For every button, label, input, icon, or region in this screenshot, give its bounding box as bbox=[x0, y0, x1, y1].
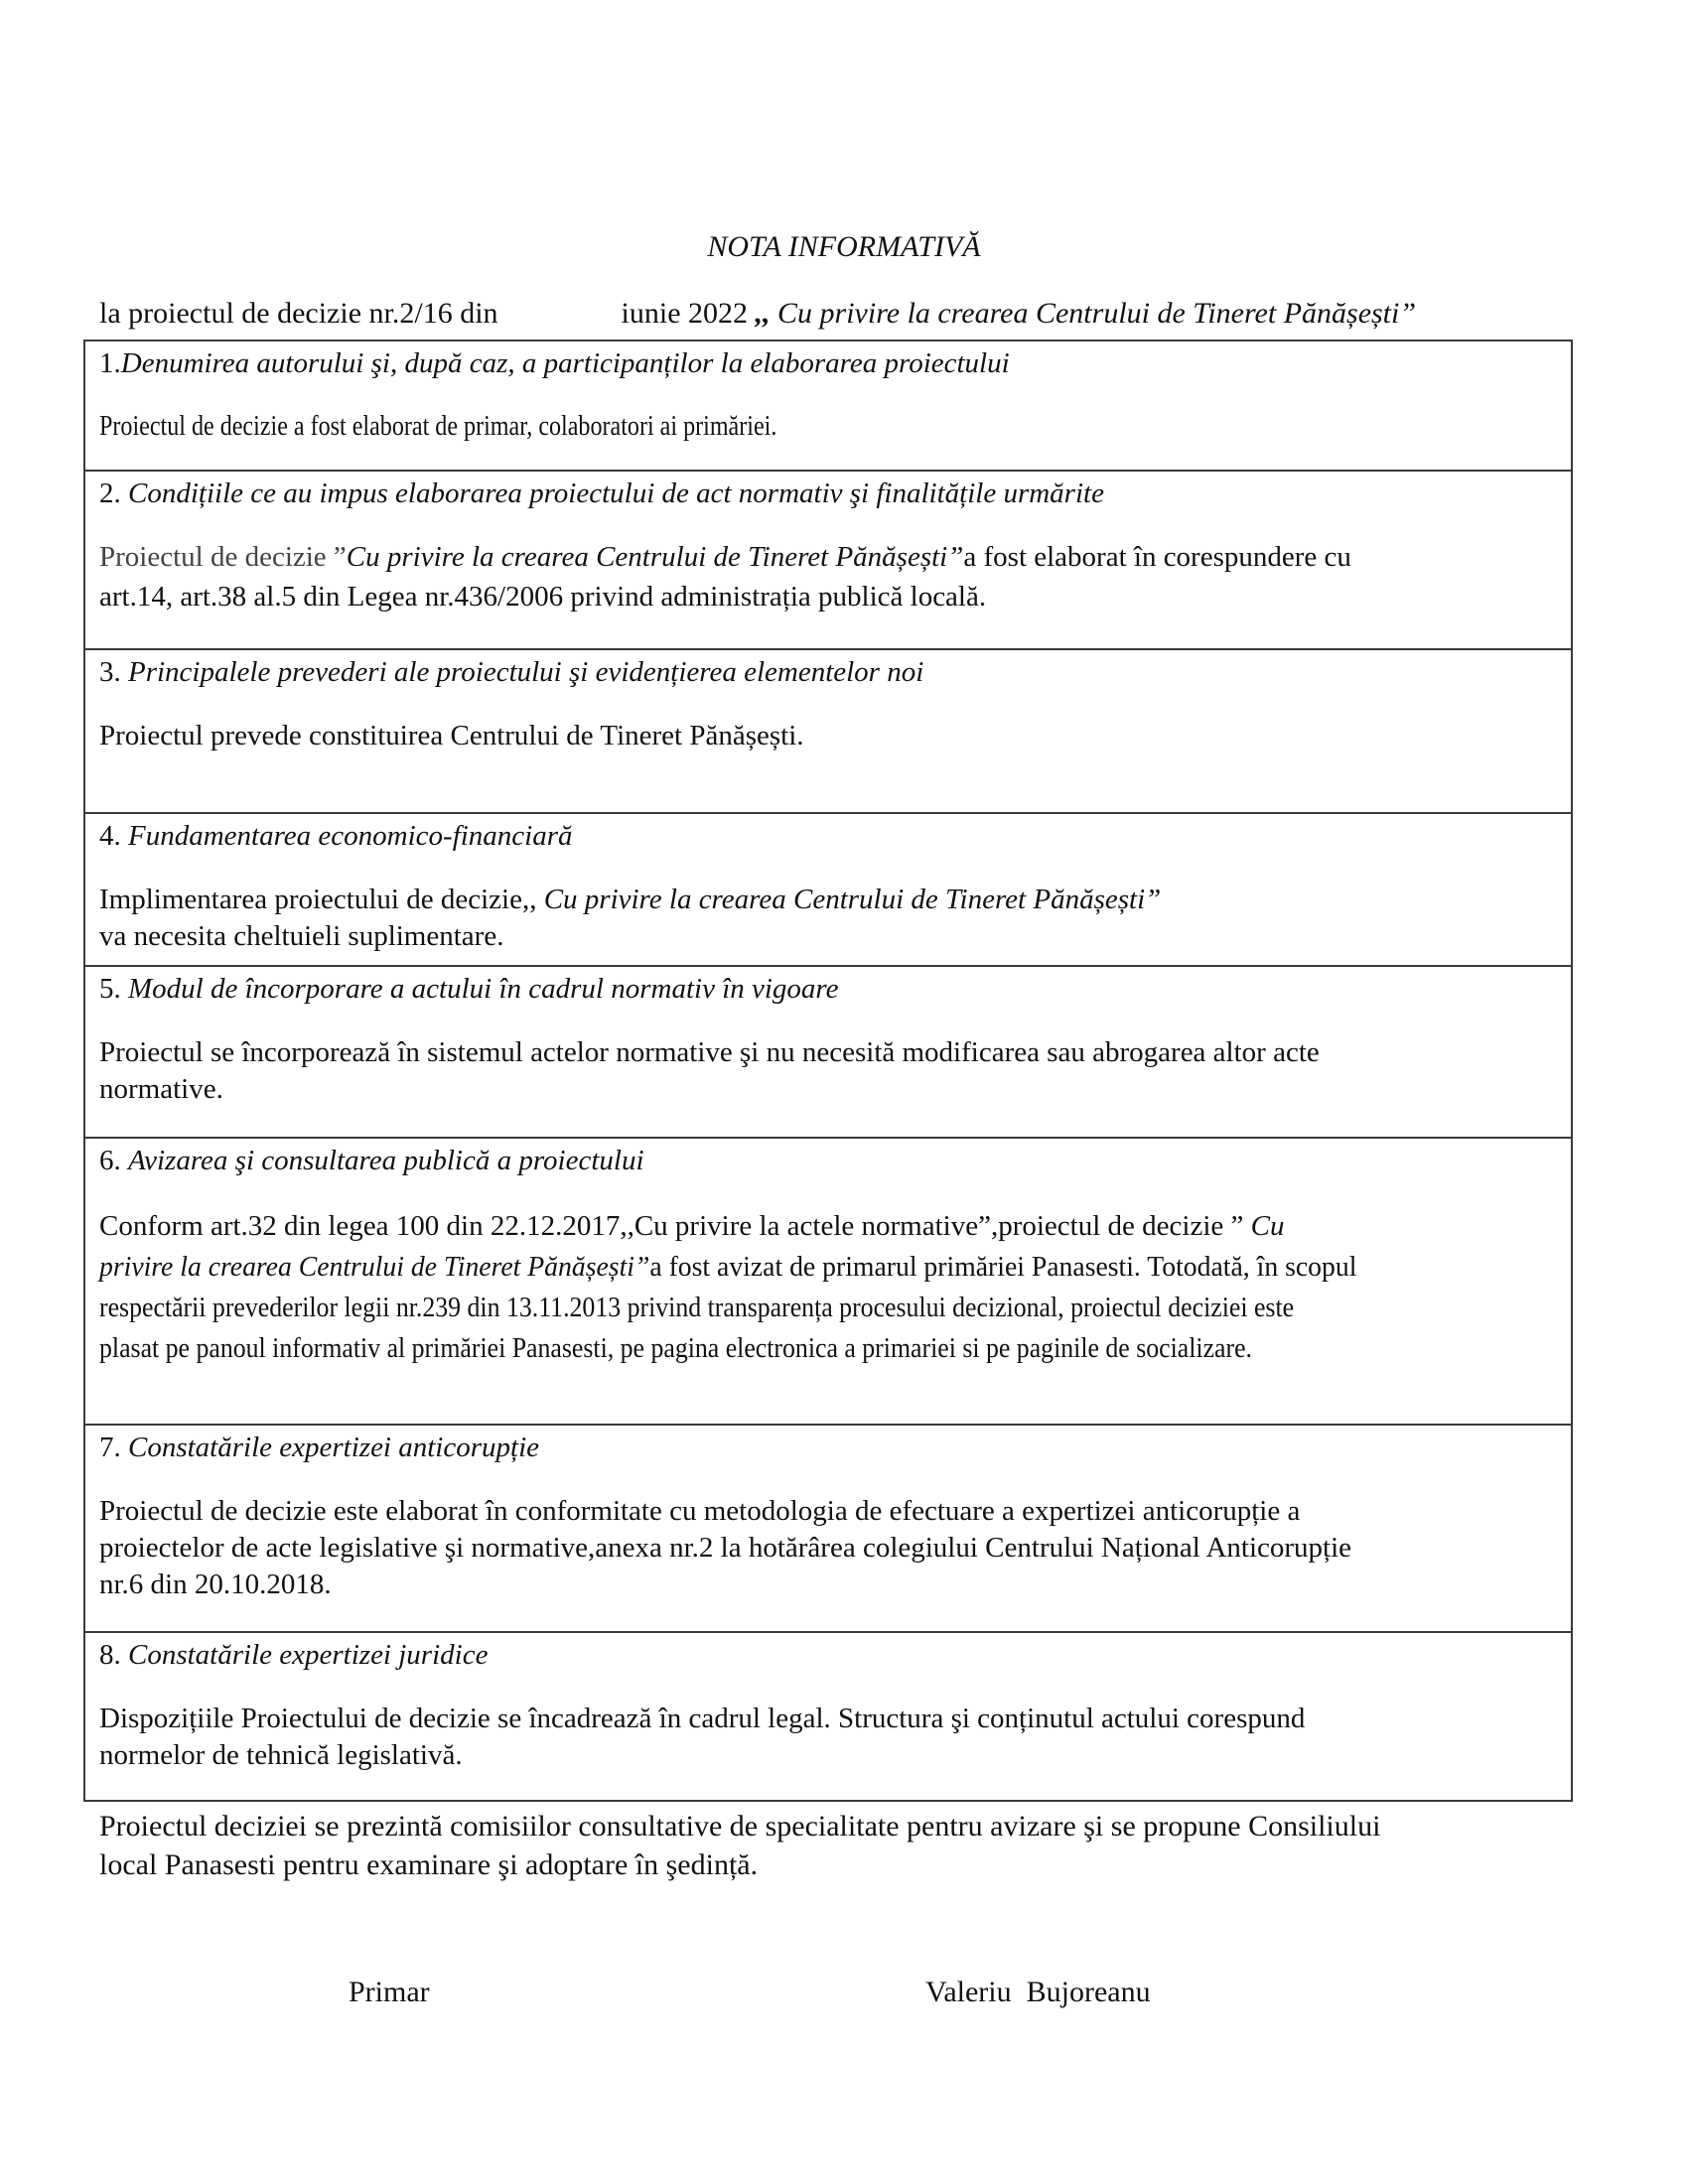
body-line: Proiectul prevede constituirea Centrului de Tineret Pănășești. bbox=[99, 720, 804, 751]
body-line: Proiectul se încorporează în sistemul actelor normative şi nu necesită modificarea sau abrogarea altor acte bbox=[99, 1036, 1320, 1068]
section-heading bbox=[99, 820, 573, 853]
document-title: NOTA INFORMATIVĂ bbox=[707, 230, 981, 263]
body-text: a fost elaborat în corespundere cu bbox=[963, 541, 1351, 573]
section-title: Principalele prevederi ale proiectului şi evidențierea elementelor noi bbox=[128, 656, 924, 688]
section-number: 7. bbox=[99, 1432, 128, 1463]
section-3 bbox=[85, 650, 1571, 814]
signature-name: Valeriu Bujoreanu bbox=[925, 1976, 1151, 2008]
section-2 bbox=[85, 472, 1571, 650]
section-body bbox=[99, 1034, 1557, 1108]
section-heading bbox=[99, 1639, 488, 1672]
body-line: nr.6 din 20.10.2018. bbox=[99, 1569, 332, 1600]
section-number: 3. bbox=[99, 656, 128, 688]
decision-title-ref: Cu privire la crearea Centrului de Tineret Pănășești” bbox=[346, 541, 964, 573]
section-body bbox=[99, 537, 1557, 616]
section-4 bbox=[85, 814, 1571, 967]
body-line: va necesita cheltuieli suplimentare. bbox=[99, 920, 504, 952]
body-line: Proiectul de decizie este elaborat în conformitate cu metodologia de efectuare a expertizei anticorupție a bbox=[99, 1495, 1301, 1527]
subtitle-decision-title: Cu privire la crearea Centrului de Tineret Pănășești” bbox=[770, 297, 1417, 330]
body-text: Implimentarea proiectului de decizie,, bbox=[99, 884, 544, 915]
section-number: 8. bbox=[99, 1639, 128, 1671]
section-title: Condițiile ce au impus elaborarea proiectului de act normativ şi finalitățile urmărite bbox=[128, 478, 1104, 509]
subtitle-open-quote: ,, bbox=[755, 297, 771, 330]
info-table bbox=[83, 340, 1573, 1802]
section-1 bbox=[85, 341, 1571, 472]
section-body bbox=[99, 716, 1557, 755]
closing-line: Proiectul deciziei se prezintă comisiilor consultative de specialitate pentru avizare şi se propune Consiliului bbox=[99, 1810, 1381, 1843]
section-number: 5. bbox=[99, 973, 128, 1005]
body-line: proiectelor de acte legislative şi normative,anexa nr.2 la hotărârea colegiului Centrului Național Anticorupție bbox=[99, 1532, 1352, 1564]
body-line: plasat pe panoul informativ al primăriei Panasesti, pe pagina electronica a primariei si pe paginile de socializare. bbox=[99, 1332, 1253, 1364]
section-title: Avizarea şi consultarea publică a proiectului bbox=[128, 1145, 644, 1176]
section-number: 2. bbox=[99, 478, 128, 509]
section-heading bbox=[99, 973, 839, 1006]
decision-title-ref: Cu bbox=[1250, 1210, 1285, 1242]
body-text: a fost avizat de primarul primăriei Panasesti. Totodată, în scopul bbox=[649, 1251, 1357, 1283]
decision-title-ref: Cu privire la crearea Centrului de Tineret Pănășești” bbox=[543, 884, 1162, 915]
section-body bbox=[99, 1206, 1557, 1369]
body-line bbox=[99, 1206, 1557, 1247]
body-line bbox=[99, 537, 1557, 577]
section-title: Modul de încorporare a actului în cadrul normativ în vigoare bbox=[128, 973, 839, 1005]
section-number: 6. bbox=[99, 1145, 128, 1176]
body-line bbox=[99, 882, 1557, 918]
subtitle-prefix: la proiectul de decizie nr.2/16 din bbox=[99, 297, 498, 330]
section-8 bbox=[85, 1633, 1571, 1802]
decision-title-ref: privire la crearea Centrului de Tineret Pănășești” bbox=[99, 1251, 650, 1283]
section-title: Constatările expertizei anticorupție bbox=[128, 1432, 540, 1463]
section-title: Fundamentarea economico-financiară bbox=[128, 820, 573, 852]
section-body bbox=[99, 1701, 1557, 1774]
body-line bbox=[99, 1247, 1491, 1288]
section-heading bbox=[99, 656, 923, 689]
subtitle-date: iunie 2022 bbox=[621, 297, 749, 330]
section-6 bbox=[85, 1139, 1571, 1426]
section-heading bbox=[99, 1432, 539, 1464]
section-heading bbox=[99, 1145, 644, 1177]
section-title: Denumirea autorului şi, după caz, a participanților la elaborarea proiectului bbox=[120, 347, 1010, 379]
body-line: Proiectul de decizie a fost elaborat de primar, colaboratori ai primăriei. bbox=[99, 411, 777, 442]
body-line: normelor de tehnică legislativă. bbox=[99, 1739, 463, 1771]
section-5 bbox=[85, 967, 1571, 1139]
section-heading bbox=[99, 347, 1010, 380]
body-text: Proiectul de decizie ” bbox=[99, 541, 347, 573]
section-number: 4. bbox=[99, 820, 128, 852]
closing-paragraph bbox=[99, 1807, 1380, 1884]
signature-role: Primar bbox=[349, 1976, 430, 2008]
body-line: Dispozițiile Proiectului de decizie se încadrează în cadrul legal. Structura şi conținutul actului corespund bbox=[99, 1703, 1306, 1734]
body-line: normative. bbox=[99, 1073, 223, 1105]
section-heading bbox=[99, 478, 1104, 510]
body-line: respectării prevederilor legii nr.239 din 13.11.2013 privind transparența procesului decizional, proiectul deciziei este bbox=[99, 1292, 1295, 1323]
document-subtitle bbox=[99, 297, 1416, 331]
closing-line: local Panasesti pentru examinare şi adoptare în şedință. bbox=[99, 1848, 759, 1881]
section-title: Constatările expertizei juridice bbox=[128, 1639, 489, 1671]
section-body bbox=[99, 1493, 1557, 1603]
section-7 bbox=[85, 1426, 1571, 1633]
section-body bbox=[99, 882, 1557, 955]
body-line: art.14, art.38 al.5 din Legea nr.436/2006 privind administrația publică locală. bbox=[99, 581, 987, 613]
section-number: 1. bbox=[99, 347, 121, 379]
section-body bbox=[99, 407, 1557, 447]
body-text: Conform art.32 din legea 100 din 22.12.2017,,Cu privire la actele normative”,proiectul de decizie ” bbox=[99, 1210, 1251, 1242]
